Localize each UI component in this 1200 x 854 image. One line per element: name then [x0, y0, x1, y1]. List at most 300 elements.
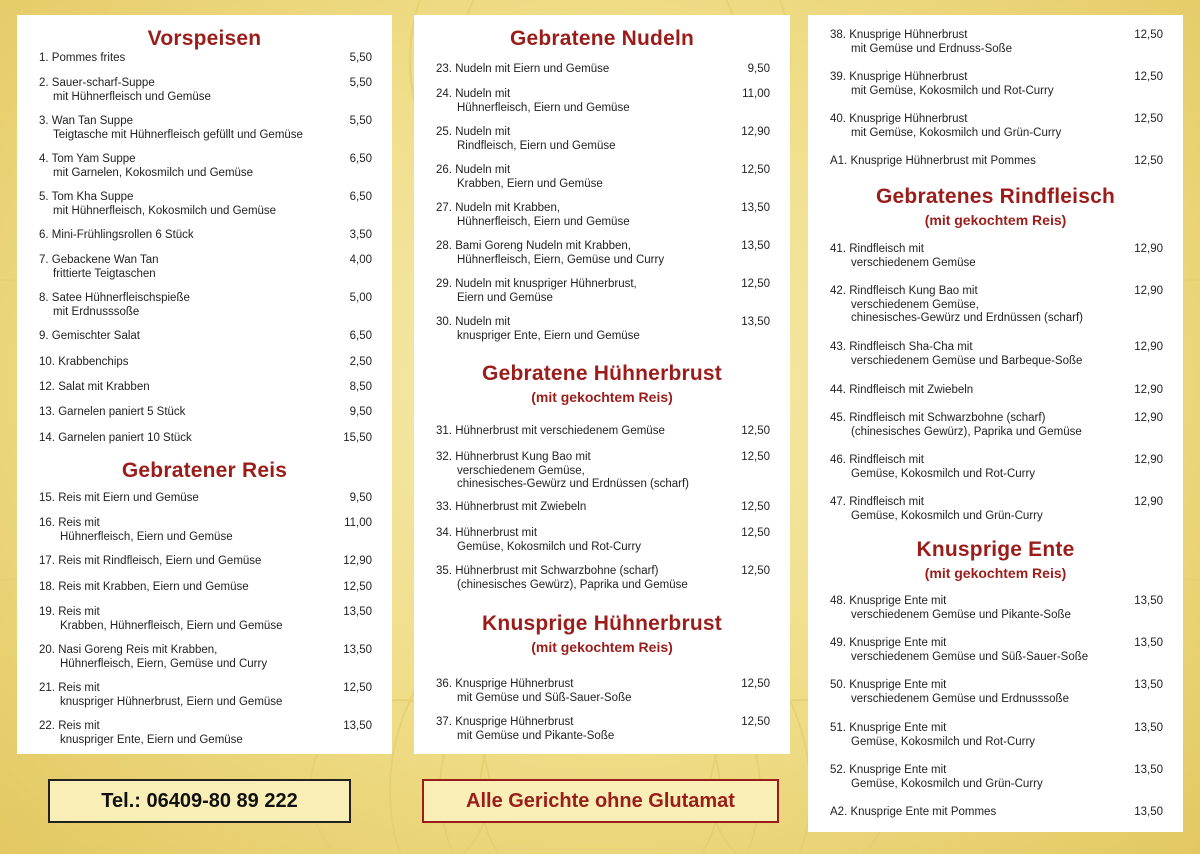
menu-item-text — [39, 191, 372, 218]
menu-item-name: Reis mit — [58, 606, 100, 618]
menu-item-number: 7. — [39, 254, 49, 266]
menu-item-price: 13,50 — [1134, 637, 1163, 649]
menu-item-number: 31. — [436, 425, 452, 437]
menu-item-number: 15. — [39, 492, 55, 504]
menu-item-price: 13,50 — [1134, 679, 1163, 691]
menu-item-line — [39, 77, 372, 91]
menu-item-line — [39, 606, 372, 620]
menu-item-price: 12,90 — [741, 126, 770, 138]
menu-item — [436, 278, 770, 305]
menu-item-price: 4,00 — [349, 254, 372, 266]
menu-item-description: mit Gemüse, Kokosmilch und Rot-Curry — [851, 84, 1054, 97]
menu-item-number: 8. — [39, 292, 49, 304]
menu-item — [39, 682, 372, 709]
menu-item-description: Hühnerfleisch, Eiern, Gemüse und Curry — [457, 253, 665, 266]
menu-item-price: 12,50 — [741, 164, 770, 176]
menu-item-text — [436, 527, 770, 554]
menu-item-text — [39, 432, 372, 446]
menu-item-text — [830, 71, 1163, 98]
menu-item-line — [830, 679, 1163, 693]
menu-item-number: 49. — [830, 637, 846, 649]
menu-item-description: mit Hühnerfleisch, Kokosmilch und Gemüse — [53, 204, 277, 217]
menu-item-name: Knusprige Ente mit Pommes — [850, 806, 997, 818]
menu-item-price: 13,50 — [741, 202, 770, 214]
menu-item-description: verschiedenem Gemüse, — [457, 464, 585, 477]
menu-column-right — [808, 15, 1183, 832]
menu-item — [436, 565, 770, 592]
menu-item-price: 13,50 — [741, 316, 770, 328]
menu-item-line — [39, 356, 372, 370]
menu-item-text — [436, 565, 770, 592]
menu-item — [39, 330, 372, 344]
menu-item-text — [39, 254, 372, 281]
menu-item-number: 4. — [39, 153, 49, 165]
menu-item-line — [436, 202, 770, 216]
menu-item-number: 6. — [39, 229, 49, 241]
menu-item — [436, 126, 770, 153]
menu-item-line — [830, 806, 1163, 820]
menu-item-text — [830, 637, 1163, 664]
menu-item-number: A1. — [830, 155, 848, 167]
menu-item — [39, 720, 372, 747]
menu-item-number: 50. — [830, 679, 846, 691]
menu-item-name: Reis mit — [58, 720, 100, 732]
menu-item-line — [39, 191, 372, 205]
menu-item-number: 51. — [830, 722, 846, 734]
menu-item-price: 12,90 — [1134, 496, 1163, 508]
menu-item — [830, 496, 1163, 523]
menu-item-price: 12,50 — [1134, 155, 1163, 167]
menu-item-line — [436, 240, 770, 254]
menu-item-name: Hühnerbrust mit Zwiebeln — [455, 501, 587, 513]
menu-item-price: 13,50 — [741, 240, 770, 252]
menu-item-number: 12. — [39, 381, 55, 393]
menu-item — [436, 63, 770, 77]
menu-item-number: 48. — [830, 595, 846, 607]
menu-item-line — [39, 229, 372, 243]
menu-item-line — [830, 29, 1163, 43]
menu-item — [436, 716, 770, 743]
section-subtitle-rindfleisch: (mit gekochtem Reis) — [924, 212, 1067, 228]
menu-item-number: 40. — [830, 113, 846, 125]
menu-item-line — [436, 126, 770, 140]
menu-item-name: Reis mit — [58, 682, 100, 694]
menu-item-number: 20. — [39, 644, 55, 656]
menu-item-price: 13,50 — [1134, 806, 1163, 818]
menu-item-name: Gebackene Wan Tan — [51, 254, 159, 266]
menu-item-name: Reis mit Krabben, Eiern und Gemüse — [58, 581, 249, 593]
menu-item — [436, 527, 770, 554]
menu-item-name: Gemischter Salat — [51, 330, 140, 342]
menu-item-line — [436, 501, 770, 515]
menu-item-name: Reis mit Rindfleisch, Eiern und Gemüse — [58, 555, 262, 567]
menu-item-text — [39, 381, 372, 395]
menu-item — [436, 501, 770, 515]
menu-item-description: frittierte Teigtaschen — [53, 267, 156, 280]
menu-item-name: Nudeln mit — [455, 88, 511, 100]
menu-item-text — [436, 63, 770, 77]
section-title-rindfleisch: Gebratenes Rindfleisch — [876, 185, 1115, 208]
menu-item-description: mit Gemüse und Süß-Sauer-Soße — [457, 691, 632, 704]
menu-item-text — [39, 517, 372, 544]
menu-item-description: chinesisches-Gewürz und Erdnüssen (scharf) — [851, 312, 1084, 324]
section-title-vorspeisen: Vorspeisen — [147, 27, 262, 50]
menu-item — [39, 115, 372, 142]
menu-item-line — [830, 113, 1163, 127]
menu-item — [830, 806, 1163, 820]
menu-item — [39, 52, 372, 66]
menu-item — [830, 71, 1163, 98]
menu-item-description: mit Gemüse, Kokosmilch und Grün-Curry — [851, 126, 1062, 139]
menu-item-line — [39, 720, 372, 734]
menu-item-name: Hühnerbrust Kung Bao mit — [455, 451, 591, 463]
menu-item-text — [830, 155, 1163, 169]
menu-item-line — [830, 285, 1163, 299]
menu-item-number: 33. — [436, 501, 452, 513]
menu-item — [39, 381, 372, 395]
menu-item-number: 42. — [830, 285, 846, 297]
menu-item-text — [830, 722, 1163, 749]
menu-item-line — [830, 341, 1163, 355]
menu-item-price: 12,50 — [1134, 71, 1163, 83]
menu-item-description: verschiedenem Gemüse und Barbeque-Soße — [851, 354, 1083, 367]
menu-item-name: Knusprige Hühnerbrust — [849, 71, 968, 83]
menu-item-number: 18. — [39, 581, 55, 593]
menu-item-text — [39, 153, 372, 180]
menu-item — [436, 88, 770, 115]
menu-item-price: 12,50 — [741, 425, 770, 437]
menu-item-number: 24. — [436, 88, 452, 100]
menu-item-description: Hühnerfleisch, Eiern und Gemüse — [457, 215, 630, 228]
menu-item-number: 14. — [39, 432, 55, 444]
menu-item-line — [830, 243, 1163, 257]
menu-item-text — [830, 341, 1163, 368]
menu-item-price: 13,50 — [1134, 764, 1163, 776]
menu-item-line — [39, 432, 372, 446]
menu-item — [39, 153, 372, 180]
menu-item-line — [830, 384, 1163, 398]
menu-item-name: Hühnerbrust mit verschiedenem Gemüse — [455, 425, 665, 437]
menu-item-number: 2. — [39, 77, 49, 89]
menu-item-name: Rindfleisch Sha-Cha mit — [849, 341, 973, 353]
menu-item — [830, 595, 1163, 622]
menu-item-text — [830, 243, 1163, 270]
menu-item — [830, 384, 1163, 398]
menu-item-name: Nasi Goreng Reis mit Krabben, — [58, 644, 218, 656]
menu-item-line — [830, 764, 1163, 778]
menu-item-name: Nudeln mit Krabben, — [455, 202, 561, 214]
menu-item-description: verschiedenem Gemüse und Pikante-Soße — [851, 608, 1071, 621]
menu-item-text — [436, 126, 770, 153]
menu-item-description: Gemüse, Kokosmilch und Rot-Curry — [457, 540, 642, 553]
menu-item-price: 9,50 — [747, 63, 770, 75]
menu-item — [39, 492, 372, 506]
menu-item — [39, 606, 372, 633]
menu-item-text — [39, 682, 372, 709]
menu-item — [39, 555, 372, 569]
no-glutamate-notice: Alle Gerichte ohne Glutamat — [422, 779, 779, 823]
menu-item-price: 5,50 — [349, 77, 372, 89]
menu-item-line — [39, 153, 372, 167]
menu-item-number: 5. — [39, 191, 49, 203]
menu-item — [39, 191, 372, 218]
menu-item-line — [39, 330, 372, 344]
menu-item — [39, 254, 372, 281]
menu-item-name: Knusprige Hühnerbrust — [849, 113, 968, 125]
menu-item-number: 22. — [39, 720, 55, 732]
menu-item-line — [830, 496, 1163, 510]
menu-item-line — [436, 63, 770, 77]
menu-item-name: Knusprige Hühnerbrust — [455, 716, 574, 728]
menu-item-text — [436, 202, 770, 229]
menu-item-line — [830, 637, 1163, 651]
menu-item-description: knuspriger Hühnerbrust, Eiern und Gemüse — [60, 695, 283, 708]
menu-item-description: chinesisches-Gewürz und Erdnüssen (scharf) — [457, 478, 690, 490]
menu-item-name: Rindfleisch mit Schwarzbohne (scharf) — [849, 412, 1046, 424]
menu-item-line — [436, 527, 770, 541]
section-title-ente: Knusprige Ente — [916, 538, 1075, 561]
menu-item-text — [39, 77, 372, 104]
menu-item-text — [436, 425, 770, 439]
menu-item-price: 6,50 — [349, 191, 372, 203]
menu-item-price: 12,90 — [343, 555, 372, 567]
menu-item-number: 45. — [830, 412, 846, 424]
menu-item-line — [39, 115, 372, 129]
menu-item-text — [39, 555, 372, 569]
section-title-knusprig-huhn: Knusprige Hühnerbrust — [482, 612, 722, 635]
menu-item-name: Nudeln mit — [455, 126, 511, 138]
menu-item-price: 12,90 — [1134, 285, 1163, 297]
menu-item-number: 47. — [830, 496, 846, 508]
menu-item-text — [830, 412, 1163, 439]
menu-item-line — [39, 492, 372, 506]
menu-item — [39, 581, 372, 595]
phone-number-box: Tel.: 06409-80 89 222 — [48, 779, 351, 823]
menu-item-description: Hühnerfleisch, Eiern, Gemüse und Curry — [60, 657, 268, 670]
menu-item-name: Reis mit — [58, 517, 100, 529]
menu-item-line — [436, 716, 770, 730]
menu-item-price: 8,50 — [349, 381, 372, 393]
menu-item-text — [830, 454, 1163, 481]
menu-item-price: 12,50 — [741, 501, 770, 513]
menu-item-text — [436, 240, 770, 267]
menu-item-number: 17. — [39, 555, 55, 567]
menu-item-description: Eiern und Gemüse — [457, 291, 553, 304]
menu-item — [830, 764, 1163, 791]
menu-item-name: Knusprige Ente mit — [849, 679, 947, 691]
menu-item — [39, 356, 372, 370]
menu-item-line — [436, 316, 770, 330]
menu-item-line — [39, 581, 372, 595]
menu-item — [436, 202, 770, 229]
menu-item-price: 5,50 — [349, 52, 372, 64]
menu-item-description: verschiedenem Gemüse, — [851, 298, 979, 311]
menu-item-price: 12,50 — [741, 678, 770, 690]
menu-item-line — [39, 406, 372, 420]
menu-item-name: Salat mit Krabben — [58, 381, 150, 393]
menu-item-name: Knusprige Hühnerbrust mit Pommes — [850, 155, 1036, 167]
menu-item-text — [830, 285, 1163, 326]
menu-item-description: Gemüse, Kokosmilch und Grün-Curry — [851, 509, 1043, 522]
menu-item — [39, 292, 372, 319]
menu-item-name: Nudeln mit — [455, 316, 511, 328]
menu-item — [39, 517, 372, 544]
menu-item-number: 44. — [830, 384, 846, 396]
menu-item-price: 9,50 — [349, 406, 372, 418]
menu-item-description: Rindfleisch, Eiern und Gemüse — [457, 139, 616, 152]
menu-item-text — [830, 806, 1163, 820]
menu-item — [39, 644, 372, 671]
menu-item-text — [39, 492, 372, 506]
menu-item-line — [39, 254, 372, 268]
menu-item-number: 38. — [830, 29, 846, 41]
menu-item-price: 13,50 — [1134, 595, 1163, 607]
menu-item-number: 3. — [39, 115, 49, 127]
menu-item-number: 27. — [436, 202, 452, 214]
menu-item-line — [436, 164, 770, 178]
menu-item-price: 12,50 — [741, 278, 770, 290]
menu-item-text — [436, 451, 770, 492]
section-subtitle-huehnerbrust: (mit gekochtem Reis) — [531, 389, 673, 405]
menu-item — [830, 29, 1163, 56]
menu-item-description: Hühnerfleisch, Eiern und Gemüse — [60, 530, 233, 543]
menu-item-line — [39, 644, 372, 658]
menu-item-name: Nudeln mit — [455, 164, 511, 176]
menu-item-price: 5,00 — [349, 292, 372, 304]
menu-item-description: mit Garnelen, Kokosmilch und Gemüse — [53, 166, 254, 179]
menu-item-text — [436, 716, 770, 743]
menu-item-number: 16. — [39, 517, 55, 529]
menu-item-text — [436, 501, 770, 515]
menu-item-text — [436, 278, 770, 305]
menu-item-line — [436, 451, 770, 465]
menu-item-name: Rindfleisch mit — [849, 454, 924, 466]
menu-item-line — [39, 381, 372, 395]
menu-item-number: 26. — [436, 164, 452, 176]
menu-item-description: knuspriger Ente, Eiern und Gemüse — [60, 733, 243, 746]
menu-item-text — [830, 595, 1163, 622]
menu-item-line — [436, 678, 770, 692]
menu-item-name: Reis mit Eiern und Gemüse — [58, 492, 199, 504]
menu-item-description: Gemüse, Kokosmilch und Rot-Curry — [851, 467, 1036, 480]
menu-item-name: Mini-Frühlingsrollen 6 Stück — [51, 229, 194, 241]
menu-item-text — [39, 356, 372, 370]
menu-item-price: 12,50 — [343, 682, 372, 694]
menu-item-line — [39, 52, 372, 66]
menu-item-line — [830, 722, 1163, 736]
menu-item-text — [39, 581, 372, 595]
menu-item — [436, 316, 770, 343]
menu-item-name: Tom Yam Suppe — [51, 153, 136, 165]
menu-item-number: 30. — [436, 316, 452, 328]
menu-item-text — [39, 606, 372, 633]
menu-item-text — [39, 720, 372, 747]
menu-item — [436, 451, 770, 492]
menu-item-number: 1. — [39, 52, 49, 64]
menu-item — [830, 637, 1163, 664]
menu-item-description: verschiedenem Gemüse und Süß-Sauer-Soße — [851, 650, 1089, 663]
menu-item-price: 6,50 — [349, 153, 372, 165]
menu-item-price: 12,50 — [1134, 113, 1163, 125]
menu-column-left — [17, 15, 392, 754]
menu-item-price: 13,50 — [343, 606, 372, 618]
menu-item-price: 12,90 — [1134, 454, 1163, 466]
menu-item-number: 21. — [39, 682, 55, 694]
menu-item-description: Gemüse, Kokosmilch und Grün-Curry — [851, 777, 1043, 790]
menu-item-number: 19. — [39, 606, 55, 618]
menu-item-name: Wan Tan Suppe — [51, 115, 133, 127]
menu-item — [830, 679, 1163, 706]
menu-item-price: 12,50 — [741, 565, 770, 577]
menu-item-line — [436, 88, 770, 102]
menu-item-description: (chinesisches Gewürz), Paprika und Gemüse — [851, 425, 1082, 438]
menu-item-description: knuspriger Ente, Eiern und Gemüse — [457, 329, 640, 342]
menu-item-name: Knusprige Ente mit — [849, 764, 947, 776]
menu-item-name: Sauer-scharf-Suppe — [51, 77, 155, 89]
menu-item-number: 36. — [436, 678, 452, 690]
menu-item-text — [830, 384, 1163, 398]
menu-item-name: Knusprige Hühnerbrust — [455, 678, 574, 690]
menu-item — [436, 425, 770, 439]
menu-item-price: 11,00 — [344, 517, 372, 529]
menu-item-description: verschiedenem Gemüse — [851, 256, 976, 269]
menu-item-description: mit Gemüse und Pikante-Soße — [457, 729, 615, 742]
section-subtitle-ente: (mit gekochtem Reis) — [924, 565, 1067, 581]
menu-item-number: 52. — [830, 764, 846, 776]
menu-item-line — [436, 425, 770, 439]
menu-item-number: A2. — [830, 806, 848, 818]
menu-item-name: Hühnerbrust mit Schwarzbohne (scharf) — [455, 565, 659, 577]
menu-item — [830, 341, 1163, 368]
menu-item-name: Satee Hühnerfleischspieße — [51, 292, 190, 304]
menu-item-text — [39, 115, 372, 142]
menu-item — [830, 243, 1163, 270]
menu-item-line — [39, 292, 372, 306]
menu-item-text — [39, 330, 372, 344]
menu-item-text — [436, 678, 770, 705]
menu-item-line — [39, 555, 372, 569]
menu-item-name: Rindfleisch mit — [849, 496, 924, 508]
menu-column-middle — [414, 15, 790, 754]
menu-item-name: Pommes frites — [51, 52, 126, 64]
menu-item-price: 12,50 — [1134, 29, 1163, 41]
menu-item — [830, 113, 1163, 140]
menu-item-description: mit Erdnusssoße — [53, 305, 140, 318]
menu-item-name: Knusprige Ente mit — [849, 722, 947, 734]
menu-item-name: Rindfleisch mit Zwiebeln — [849, 384, 974, 396]
menu-item — [436, 240, 770, 267]
menu-item-description: Gemüse, Kokosmilch und Rot-Curry — [851, 735, 1036, 748]
menu-item-description: mit Hühnerfleisch und Gemüse — [53, 90, 211, 103]
menu-item-text — [39, 644, 372, 671]
menu-item-line — [830, 155, 1163, 169]
menu-item-price: 13,50 — [1134, 722, 1163, 734]
menu-item-name: Krabbenchips — [58, 356, 129, 368]
menu-item-description: Krabben, Eiern und Gemüse — [457, 177, 603, 190]
menu-item-text — [39, 406, 372, 420]
menu-item-name: Rindfleisch mit — [849, 243, 924, 255]
menu-item-number: 35. — [436, 565, 452, 577]
menu-item-price: 12,90 — [1134, 341, 1163, 353]
menu-item-number: 10. — [39, 356, 55, 368]
menu-item-price: 12,90 — [1134, 243, 1163, 255]
menu-item-text — [436, 164, 770, 191]
menu-item-price: 2,50 — [349, 356, 372, 368]
menu-item — [39, 432, 372, 446]
menu-item — [830, 412, 1163, 439]
menu-item-price: 12,50 — [741, 716, 770, 728]
menu-item — [830, 285, 1163, 326]
